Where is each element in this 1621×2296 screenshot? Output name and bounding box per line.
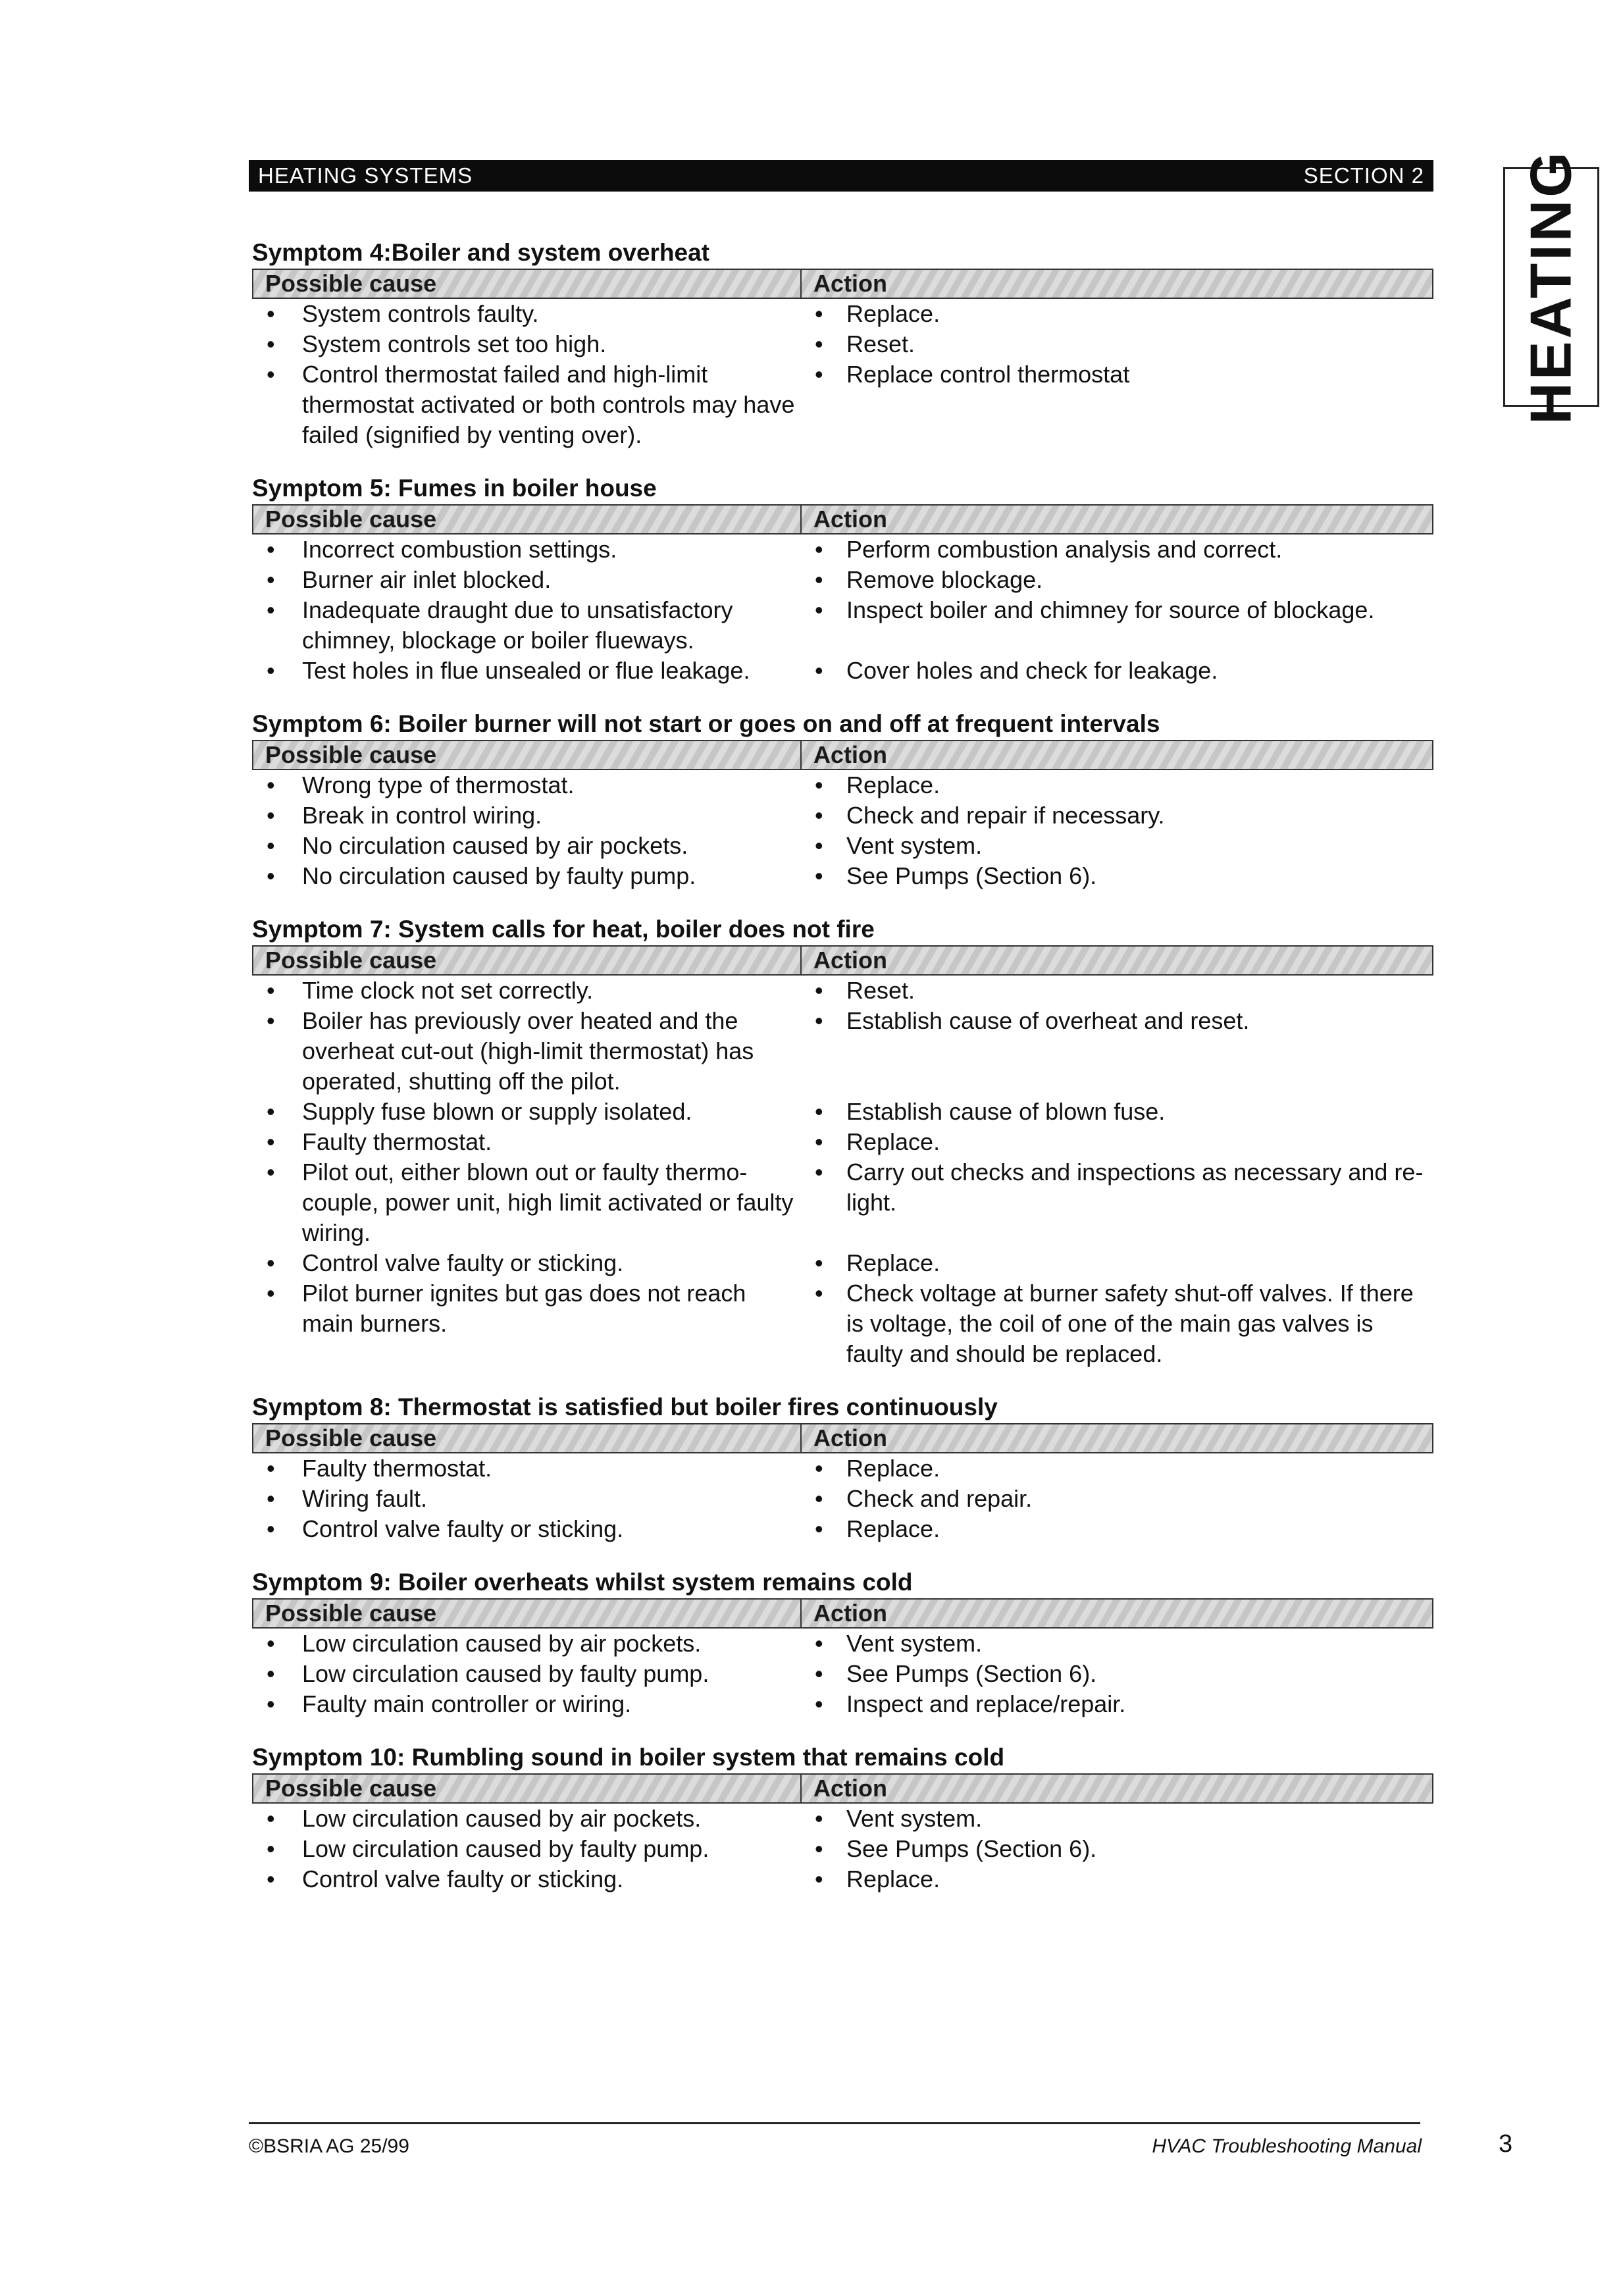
action-cell <box>802 1804 1433 1834</box>
table-row <box>252 1097 1437 1127</box>
symptom-list <box>252 237 1437 1917</box>
cause-text: Control thermostat failed and high-limit thermostat activated or both controls may have failed (signified by venting over). <box>302 361 795 448</box>
possible-cause-cell <box>252 565 802 595</box>
action-cell <box>802 595 1433 656</box>
table-row <box>252 1659 1437 1689</box>
possible-cause-cell <box>252 1097 802 1127</box>
page-number: 3 <box>1499 2130 1513 2158</box>
table-row <box>252 1278 1437 1369</box>
bullet-icon: • <box>815 1660 823 1687</box>
bullet-icon: • <box>267 1515 275 1542</box>
action-cell <box>802 1864 1433 1894</box>
action-cell <box>802 1514 1433 1544</box>
cause-text: Time clock not set correctly. <box>302 977 594 1004</box>
column-header-action: Action <box>802 1423 1433 1453</box>
table-row <box>252 359 1437 450</box>
possible-cause-cell <box>252 1278 802 1369</box>
action-cell <box>802 1278 1433 1369</box>
bullet-icon: • <box>815 1630 823 1657</box>
bullet-icon: • <box>815 1690 823 1717</box>
table-row <box>252 1157 1437 1248</box>
table-row <box>252 1248 1437 1278</box>
action-cell <box>802 831 1433 861</box>
possible-cause-cell <box>252 595 802 656</box>
column-header-possible-cause: Possible cause <box>252 1773 802 1804</box>
table-header <box>252 740 1433 770</box>
table-row <box>252 1514 1437 1544</box>
bullet-icon: • <box>267 1280 275 1307</box>
possible-cause-cell <box>252 1864 802 1894</box>
cause-text: Low circulation caused by faulty pump. <box>302 1835 709 1862</box>
table-row <box>252 1834 1437 1864</box>
table-row <box>252 976 1437 1006</box>
table-row <box>252 861 1437 891</box>
header-section-label: SECTION 2 <box>1303 163 1424 188</box>
cause-text: Burner air inlet blocked. <box>302 566 552 593</box>
symptom-title: Symptom 6: Boiler burner will not start or goes on and off at frequent intervals <box>252 710 1160 737</box>
bullet-icon: • <box>815 1098 823 1125</box>
bullet-icon: • <box>815 596 823 623</box>
bullet-icon: • <box>267 1098 275 1125</box>
table-row <box>252 535 1437 565</box>
cause-text: Pilot burner ignites but gas does not reach main burners. <box>302 1280 746 1337</box>
column-header-possible-cause: Possible cause <box>252 1598 802 1629</box>
bullet-icon: • <box>815 1515 823 1542</box>
action-cell <box>802 1484 1433 1514</box>
possible-cause-cell <box>252 1804 802 1834</box>
possible-cause-cell <box>252 535 802 565</box>
bullet-icon: • <box>815 832 823 859</box>
column-header-possible-cause: Possible cause <box>252 504 802 535</box>
symptom-title: Symptom 4:Boiler and system overheat <box>252 239 709 266</box>
cause-text: Wiring fault. <box>302 1485 428 1512</box>
action-text: Vent system. <box>846 1805 983 1832</box>
column-header-action: Action <box>802 504 1433 535</box>
bullet-icon: • <box>267 862 275 889</box>
action-cell <box>802 1097 1433 1127</box>
possible-cause-cell <box>252 1689 802 1719</box>
possible-cause-cell <box>252 359 802 450</box>
symptom-section <box>252 237 1437 450</box>
action-cell <box>802 359 1433 450</box>
footer-manual-title: HVAC Troubleshooting Manual <box>1152 2135 1422 2157</box>
symptom-section <box>252 1742 1437 1894</box>
bullet-icon: • <box>815 1128 823 1155</box>
action-text: See Pumps (Section 6). <box>846 1660 1097 1687</box>
column-header-action: Action <box>802 1598 1433 1629</box>
bullet-icon: • <box>267 1690 275 1717</box>
action-text: Replace. <box>846 1515 940 1542</box>
cause-text: Faulty main controller or wiring. <box>302 1690 632 1717</box>
action-cell <box>802 329 1433 359</box>
table-header <box>252 1598 1433 1629</box>
cause-text: Low circulation caused by faulty pump. <box>302 1660 709 1687</box>
action-cell <box>802 861 1433 891</box>
table-row <box>252 1864 1437 1894</box>
cause-text: System controls faulty. <box>302 300 539 327</box>
column-header-possible-cause: Possible cause <box>252 945 802 976</box>
action-text: Inspect boiler and chimney for source of blockage. <box>846 596 1375 623</box>
table-row <box>252 1804 1437 1834</box>
bullet-icon: • <box>815 1485 823 1512</box>
bullet-icon: • <box>267 1630 275 1657</box>
action-cell <box>802 1127 1433 1157</box>
bullet-icon: • <box>815 566 823 593</box>
bullet-icon: • <box>267 596 275 623</box>
bullet-icon: • <box>267 657 275 684</box>
possible-cause-cell <box>252 831 802 861</box>
action-cell <box>802 656 1433 686</box>
table-row <box>252 1006 1437 1097</box>
possible-cause-cell <box>252 299 802 329</box>
bullet-icon: • <box>815 1866 823 1892</box>
footer-divider <box>249 2122 1420 2124</box>
column-header-action: Action <box>802 740 1433 770</box>
action-cell <box>802 535 1433 565</box>
action-text: Remove blockage. <box>846 566 1043 593</box>
bullet-icon: • <box>267 300 275 327</box>
symptom-title: Symptom 10: Rumbling sound in boiler system that remains cold <box>252 1744 1005 1771</box>
bullet-icon: • <box>815 1280 823 1307</box>
bullet-icon: • <box>267 361 275 388</box>
bullet-icon: • <box>267 1159 275 1186</box>
cause-text: Test holes in flue unsealed or flue leakage. <box>302 657 750 684</box>
possible-cause-cell <box>252 1127 802 1157</box>
table-header <box>252 1423 1433 1453</box>
action-cell <box>802 770 1433 800</box>
bullet-icon: • <box>815 862 823 889</box>
action-text: Replace. <box>846 300 940 327</box>
action-text: See Pumps (Section 6). <box>846 862 1097 889</box>
action-text: Check and repair. <box>846 1485 1033 1512</box>
bullet-icon: • <box>815 1805 823 1832</box>
action-text: Vent system. <box>846 1630 983 1657</box>
possible-cause-cell <box>252 1629 802 1659</box>
action-text: Carry out checks and inspections as necessary and re-light. <box>846 1159 1424 1216</box>
column-header-possible-cause: Possible cause <box>252 740 802 770</box>
symptom-title: Symptom 8: Thermostat is satisfied but boiler fires continuously <box>252 1394 998 1421</box>
bullet-icon: • <box>267 1835 275 1862</box>
possible-cause-cell <box>252 861 802 891</box>
bullet-icon: • <box>267 1007 275 1034</box>
symptom-section <box>252 1392 1437 1544</box>
symptom-section <box>252 1567 1437 1719</box>
action-text: Check and repair if necessary. <box>846 802 1165 829</box>
table-row <box>252 565 1437 595</box>
bullet-icon: • <box>815 361 823 388</box>
action-cell <box>802 299 1433 329</box>
action-cell <box>802 1453 1433 1484</box>
bullet-icon: • <box>267 1485 275 1512</box>
action-text: Replace. <box>846 1866 940 1892</box>
column-header-action: Action <box>802 269 1433 299</box>
section-header-bar <box>249 160 1433 192</box>
cause-text: Control valve faulty or sticking. <box>302 1515 624 1542</box>
symptom-section <box>252 708 1437 891</box>
bullet-icon: • <box>815 1159 823 1186</box>
bullet-icon: • <box>815 1007 823 1034</box>
bullet-icon: • <box>815 657 823 684</box>
action-text: Replace. <box>846 771 940 798</box>
cause-text: No circulation caused by faulty pump. <box>302 862 696 889</box>
action-text: Replace. <box>846 1455 940 1482</box>
action-cell <box>802 800 1433 831</box>
table-header <box>252 504 1433 535</box>
bullet-icon: • <box>815 977 823 1004</box>
action-text: Inspect and replace/repair. <box>846 1690 1126 1717</box>
side-tab-label: HEATING <box>1518 149 1583 425</box>
bullet-icon: • <box>815 802 823 829</box>
bullet-icon: • <box>815 536 823 563</box>
bullet-icon: • <box>267 802 275 829</box>
symptom-title: Symptom 5: Fumes in boiler house <box>252 475 657 502</box>
column-header-possible-cause: Possible cause <box>252 1423 802 1453</box>
action-cell <box>802 1659 1433 1689</box>
possible-cause-cell <box>252 976 802 1006</box>
action-cell <box>802 1629 1433 1659</box>
possible-cause-cell <box>252 1484 802 1514</box>
side-tab <box>1503 149 1599 425</box>
possible-cause-cell <box>252 1157 802 1248</box>
cause-text: Inadequate draught due to unsatisfactory chimney, blockage or boiler flueways. <box>302 596 733 654</box>
bullet-icon: • <box>815 1455 823 1482</box>
possible-cause-cell <box>252 1834 802 1864</box>
header-title: HEATING SYSTEMS <box>258 163 473 188</box>
cause-text: Boiler has previously over heated and the overheat cut-out (high-limit thermostat) has operated, shutting off the pilot. <box>302 1007 754 1095</box>
action-text: Perform combustion analysis and correct. <box>846 536 1283 563</box>
cause-text: Pilot out, either blown out or faulty thermo-couple, power unit, high limit activated or faulty wiring. <box>302 1159 794 1246</box>
symptom-section <box>252 473 1437 686</box>
table-row <box>252 770 1437 800</box>
action-text: Vent system. <box>846 832 983 859</box>
table-row <box>252 329 1437 359</box>
bullet-icon: • <box>267 832 275 859</box>
possible-cause-cell <box>252 1659 802 1689</box>
bullet-icon: • <box>267 1805 275 1832</box>
table-row <box>252 1484 1437 1514</box>
possible-cause-cell <box>252 656 802 686</box>
bullet-icon: • <box>815 1835 823 1862</box>
action-cell <box>802 1834 1433 1864</box>
bullet-icon: • <box>267 536 275 563</box>
footer-copyright: ©BSRIA AG 25/99 <box>249 2135 409 2157</box>
symptom-section <box>252 914 1437 1369</box>
possible-cause-cell <box>252 800 802 831</box>
action-cell <box>802 565 1433 595</box>
symptom-title: Symptom 7: System calls for heat, boiler does not fire <box>252 916 875 943</box>
table-row <box>252 1689 1437 1719</box>
table-row <box>252 1453 1437 1484</box>
cause-text: Incorrect combustion settings. <box>302 536 617 563</box>
cause-text: Control valve faulty or sticking. <box>302 1866 624 1892</box>
bullet-icon: • <box>267 330 275 357</box>
table-row <box>252 800 1437 831</box>
cause-text: Wrong type of thermostat. <box>302 771 575 798</box>
cause-text: No circulation caused by air pockets. <box>302 832 688 859</box>
possible-cause-cell <box>252 1248 802 1278</box>
bullet-icon: • <box>267 1455 275 1482</box>
bullet-icon: • <box>267 977 275 1004</box>
possible-cause-cell <box>252 329 802 359</box>
action-cell <box>802 1157 1433 1248</box>
action-text: Establish cause of blown fuse. <box>846 1098 1166 1125</box>
cause-text: Control valve faulty or sticking. <box>302 1249 624 1276</box>
cause-text: System controls set too high. <box>302 330 607 357</box>
action-text: Cover holes and check for leakage. <box>846 657 1218 684</box>
table-row <box>252 1629 1437 1659</box>
bullet-icon: • <box>815 1249 823 1276</box>
bullet-icon: • <box>267 1128 275 1155</box>
action-text: Replace. <box>846 1128 940 1155</box>
cause-text: Low circulation caused by air pockets. <box>302 1805 702 1832</box>
column-header-action: Action <box>802 945 1433 976</box>
bullet-icon: • <box>267 771 275 798</box>
possible-cause-cell <box>252 1514 802 1544</box>
cause-text: Break in control wiring. <box>302 802 542 829</box>
action-text: Reset. <box>846 330 915 357</box>
action-cell <box>802 1006 1433 1097</box>
bullet-icon: • <box>267 1660 275 1687</box>
action-cell <box>802 1689 1433 1719</box>
possible-cause-cell <box>252 1006 802 1097</box>
possible-cause-cell <box>252 770 802 800</box>
table-row <box>252 831 1437 861</box>
bullet-icon: • <box>267 1866 275 1892</box>
cause-text: Faulty thermostat. <box>302 1128 492 1155</box>
action-text: Check voltage at burner safety shut-off valves. If there is voltage, the coil of one of the main gas valves is faulty and should be replaced. <box>846 1280 1414 1367</box>
bullet-icon: • <box>815 330 823 357</box>
symptom-title: Symptom 9: Boiler overheats whilst system remains cold <box>252 1569 913 1596</box>
action-cell <box>802 1248 1433 1278</box>
action-text: Replace control thermostat <box>846 361 1130 388</box>
action-text: Replace. <box>846 1249 940 1276</box>
bullet-icon: • <box>815 771 823 798</box>
cause-text: Low circulation caused by air pockets. <box>302 1630 702 1657</box>
cause-text: Supply fuse blown or supply isolated. <box>302 1098 692 1125</box>
bullet-icon: • <box>815 300 823 327</box>
table-row <box>252 595 1437 656</box>
possible-cause-cell <box>252 1453 802 1484</box>
column-header-possible-cause: Possible cause <box>252 269 802 299</box>
action-text: Establish cause of overheat and reset. <box>846 1007 1250 1034</box>
action-text: Reset. <box>846 977 915 1004</box>
table-row <box>252 656 1437 686</box>
table-row <box>252 1127 1437 1157</box>
action-text: See Pumps (Section 6). <box>846 1835 1097 1862</box>
column-header-action: Action <box>802 1773 1433 1804</box>
table-header <box>252 945 1433 976</box>
table-header <box>252 269 1433 299</box>
bullet-icon: • <box>267 566 275 593</box>
action-cell <box>802 976 1433 1006</box>
bullet-icon: • <box>267 1249 275 1276</box>
cause-text: Faulty thermostat. <box>302 1455 492 1482</box>
table-row <box>252 299 1437 329</box>
table-header <box>252 1773 1433 1804</box>
